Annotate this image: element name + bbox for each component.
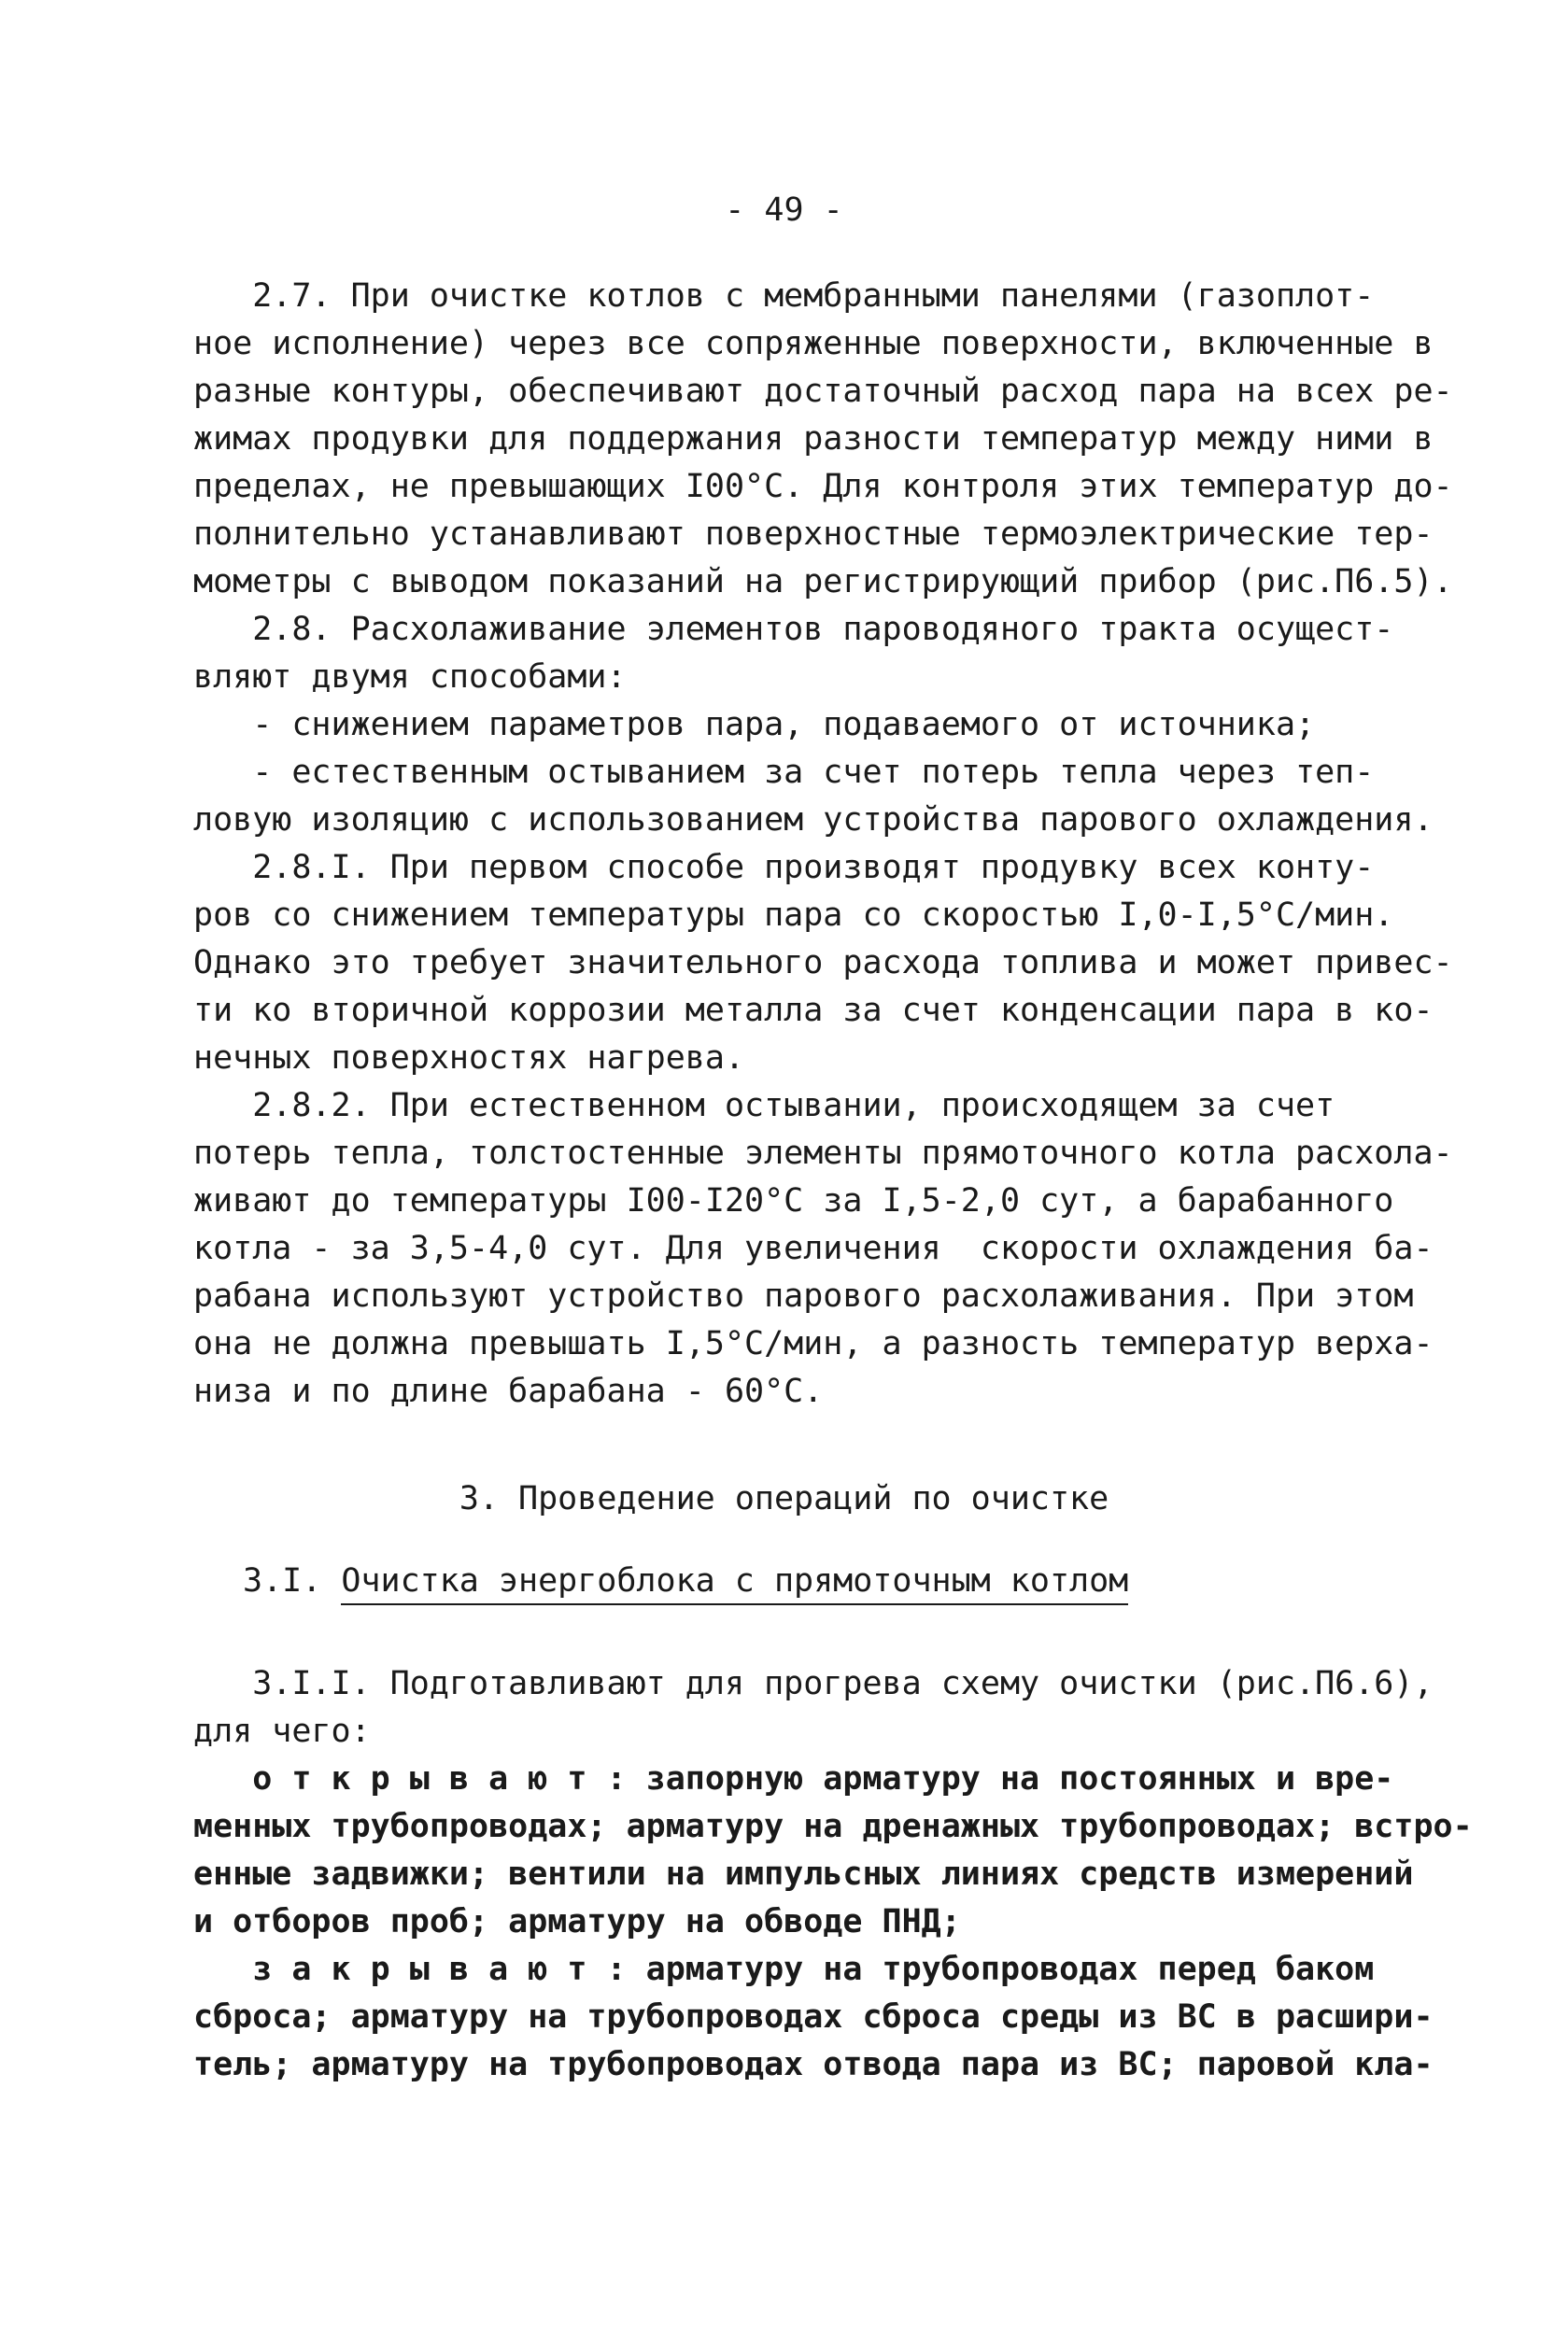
text-line: для чего:: [193, 1713, 371, 1750]
text-line: жимах продувки для поддержания разности температур между ними в: [193, 420, 1434, 458]
text-line: ловую изоляцию с использованием устройства парового охлаждения.: [193, 801, 1434, 839]
text-line: 2.8. Расхолаживание элементов пароводяного тракта осущест-: [193, 611, 1394, 648]
text-line: тель; арматуру на трубопроводах отвода пара из ВС; паровой кла-: [193, 2046, 1434, 2083]
text-line: нечных поверхностях нагрева.: [193, 1039, 745, 1077]
text-line: мометры с выводом показаний на регистрирующий прибор (рис.П6.5).: [193, 563, 1453, 600]
text-line: ти ко вторичной коррозии металла за счет конденсации пара в ко-: [193, 992, 1434, 1029]
section-title: 3. Проведение операций по очистке: [459, 1480, 1109, 1517]
text-line: 2.7. При очистке котлов с мембранными панелями (газоплот-: [193, 277, 1375, 315]
text-line: котла - за 3,5-4,0 сут. Для увеличения скорости охлаждения ба-: [193, 1230, 1434, 1267]
subsection-title: Очистка энергоблока с прямоточным котлом: [341, 1562, 1128, 1605]
text-line: о т к р ы в а ю т : запорную арматуру на постоянных и вре-: [193, 1760, 1394, 1798]
text-line: рабана используют устройство парового расхолаживания. При этом: [193, 1277, 1414, 1315]
text-line: 2.8.2. При естественном остывании, происходящем за счет: [193, 1087, 1335, 1124]
text-line: - естественным остыванием за счет потерь тепла через теп-: [193, 754, 1375, 791]
text-block-section-3: [193, 1660, 1473, 2089]
text-line: 2.8.I. При первом способе производят продувку всех конту-: [193, 849, 1375, 886]
text-line: енные задвижки; вентили на импульсных линиях средств измерений: [193, 1855, 1414, 1893]
text-line: пределах, не превышающих I00°С. Для контроля этих температур до-: [193, 468, 1453, 505]
text-line: ное исполнение) через все сопряженные поверхности, включенные в: [193, 325, 1434, 362]
text-line: вляют двумя способами:: [193, 658, 627, 696]
text-line: полнительно устанавливают поверхностные термоэлектрические тер-: [193, 515, 1434, 553]
text-line: потерь тепла, толстостенные элементы прямоточного котла расхола-: [193, 1135, 1453, 1172]
text-line: Однако это требует значительного расхода топлива и может привес-: [193, 944, 1453, 981]
text-line: низа и по длине барабана - 60°С.: [193, 1373, 824, 1410]
text-line: - снижением параметров пара, подаваемого от источника;: [193, 706, 1316, 743]
text-line: разные контуры, обеспечивают достаточный расход пара на всех ре-: [193, 373, 1453, 410]
text-line: ров со снижением температуры пара со скоростью I,0-I,5°С/мин.: [193, 896, 1394, 934]
text-line: и отборов проб; арматуру на обводе ПНД;: [193, 1903, 961, 1940]
text-line: живают до температуры I00-I20°С за I,5-2,0 сут, а барабанного: [193, 1182, 1394, 1220]
text-line: она не должна превышать I,5°С/мин, а разность температур верха-: [193, 1325, 1434, 1362]
text-line: сброса; арматуру на трубопроводах сброса среды из ВС в расшири-: [193, 1998, 1434, 2036]
text-line: 3.I.I. Подготавливают для прогрева схему очистки (рис.П6.6),: [193, 1665, 1434, 1702]
text-line: менных трубопроводах; арматуру на дренажных трубопроводах; встро-: [193, 1808, 1473, 1845]
page-number: - 49 -: [725, 191, 843, 229]
text-block-section-2: [193, 273, 1453, 1416]
text-line: з а к р ы в а ю т : арматуру на трубопроводах перед баком: [193, 1951, 1375, 1988]
subsection-heading: [243, 1558, 1128, 1605]
subsection-number: 3.I.: [243, 1562, 342, 1600]
